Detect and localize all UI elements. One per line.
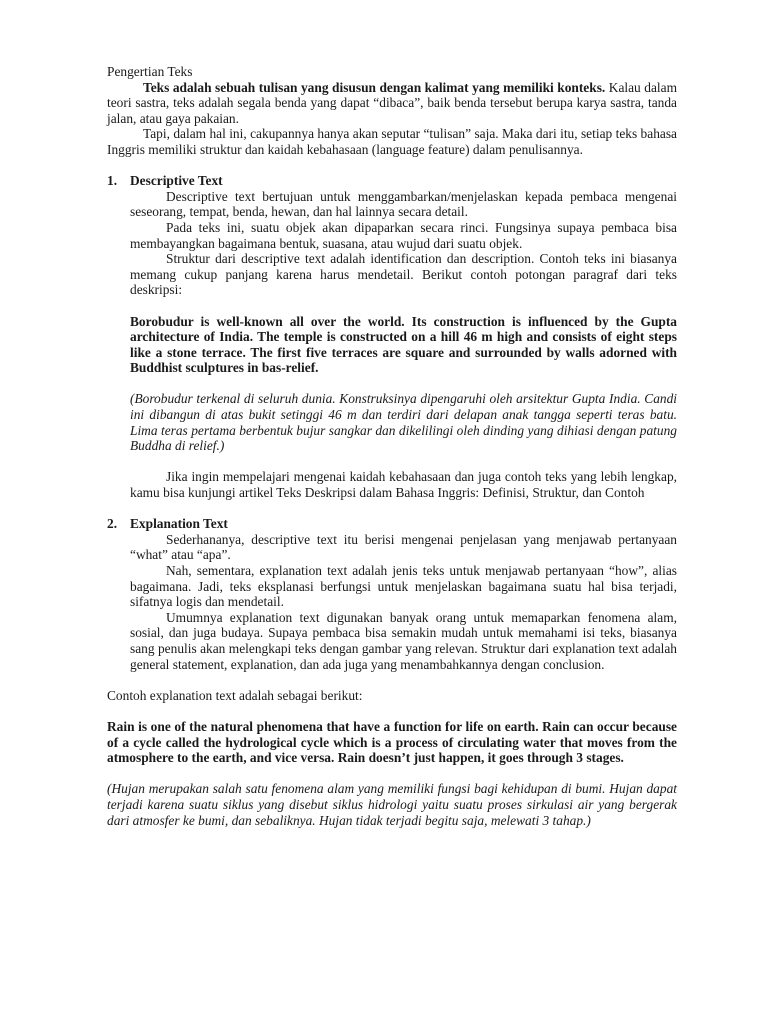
spacer bbox=[107, 501, 677, 517]
section-1-translation: (Borobudur terkenal di seluruh dunia. Konstruksinya dipengaruhi oleh arsitektur Gupta India. Candi ini dibangun di atas bukit setinggi 46 m dan terdiri dari delapan anak tangga seperti teras batu. Lima teras pertama berbentuk bujur sangkar dan dikelilingi oleh dinding yang dihiasi dengan patung Buddha di relief.) bbox=[130, 391, 677, 454]
intro-definition-rest: Kalau dalam teori sastra, teks adalah segala benda yang dapat “dibaca”, baik benda tersebut berupa karya sastra, tanda jalan, atau gaya pakaian. bbox=[107, 79, 677, 126]
spacer bbox=[130, 376, 677, 392]
spacer bbox=[107, 158, 677, 174]
section-2-paragraph-3: Umumnya explanation text digunakan banyak orang untuk memaparkan fenomena alam, sosial, dan juga budaya. Supaya pembaca bisa semakin mudah untuk memahami isi teks, biasanya sang penulis akan melengkapi teks dengan gambar yang relevan. Struktur dari explanation text adalah general statement, explanation, dan ada juga yang menambahkannya dengan conclusion. bbox=[130, 609, 677, 672]
section-2-heading bbox=[107, 516, 677, 532]
section-2-example: Rain is one of the natural phenomena that have a function for life on earth. Rain can occur because of a cycle called the hydrological cycle which is a process of circulating water that moves from the atmosphere to the earth, and vice versa. Rain doesn’t just happen, it goes through 3 stages. bbox=[107, 718, 677, 766]
section-2-paragraph-1: Sederhananya, descriptive text itu berisi mengenai penjelasan yang menjawab pertanyaan “what” atau “apa”. bbox=[130, 531, 677, 563]
section-2-number: 2. bbox=[107, 516, 118, 532]
intro-paragraph-1 bbox=[107, 80, 677, 127]
section-1-body bbox=[130, 189, 677, 501]
intro-paragraph-2: Tapi, dalam hal ini, cakupannya hanya akan seputar “tulisan” saja. Maka dari itu, setiap teks bahasa Inggris memiliki struktur dan kaidah kebahasaan (language feature) dalam penulisannya. bbox=[107, 126, 677, 157]
section-2-body bbox=[130, 532, 677, 672]
section-1-title: Descriptive Text bbox=[130, 173, 223, 189]
spacer bbox=[130, 298, 677, 314]
spacer bbox=[107, 672, 677, 688]
spacer bbox=[107, 703, 677, 719]
section-2-paragraph-2: Nah, sementara, explanation text adalah jenis teks untuk menjawab pertanyaan “how”, alias bagaimana. Jadi, teks eksplanasi berfungsi untuk menjelaskan bagaimana suatu hal bisa terjadi, sifatnya logis dan mendetail. bbox=[130, 563, 677, 610]
section-1-number: 1. bbox=[107, 173, 118, 189]
section-2-lead: Contoh explanation text adalah sebagai berikut: bbox=[107, 687, 363, 703]
spacer bbox=[107, 766, 677, 782]
intro-definition: Teks adalah sebuah tulisan yang disusun dengan kalimat yang memiliki konteks. bbox=[143, 79, 606, 95]
section-1-paragraph-3: Struktur dari descriptive text adalah identification dan description. Contoh teks ini biasanya memang cukup panjang karena harus mendetail. Berikut contoh potongan paragraf dari teks deskripsi: bbox=[130, 251, 677, 298]
section-1-paragraph-4: Jika ingin mempelajari mengenai kaidah kebahasaan dan juga contoh teks yang lebih lengkap, kamu bisa kunjungi artikel Teks Deskripsi dalam Bahasa Inggris: Definisi, Struktur, dan Contoh bbox=[130, 469, 677, 501]
section-1-example: Borobudur is well-known all over the world. Its construction is influenced by the Gupta architecture of India. The temple is constructed on a hill 46 m high and consists of eight steps like a stone terrace. The first five terraces are square and surrounded by walls adorned with Buddhist sculptures in bas-relief. bbox=[130, 313, 677, 376]
section-2-title: Explanation Text bbox=[130, 516, 228, 532]
section-2-translation: (Hujan merupakan salah satu fenomena alam yang memiliki fungsi bagi kehidupan di bumi. Hujan dapat terjadi karena suatu siklus yang disebut siklus hidrologi yaitu suatu proses sirkulasi air yang bergerak dari atmosfer ke bumi, dan sebaliknya. Hujan tidak terjadi begitu saja, melewati 3 tahap.) bbox=[107, 781, 677, 828]
page-title: Pengertian Teks bbox=[107, 64, 193, 79]
section-1-paragraph-2: Pada teks ini, suatu objek akan dipaparkan secara rinci. Fungsinya supaya pembaca bisa membayangkan bagaimana bentuk, suasana, atau wujud dari suatu objek. bbox=[130, 219, 677, 251]
section-1-paragraph-1: Descriptive text bertujuan untuk menggambarkan/menjelaskan kepada pembaca mengenai seseorang, tempat, benda, hewan, dan hal lainnya secara detail. bbox=[130, 188, 677, 220]
section-1-heading bbox=[107, 173, 677, 189]
spacer bbox=[130, 454, 677, 470]
